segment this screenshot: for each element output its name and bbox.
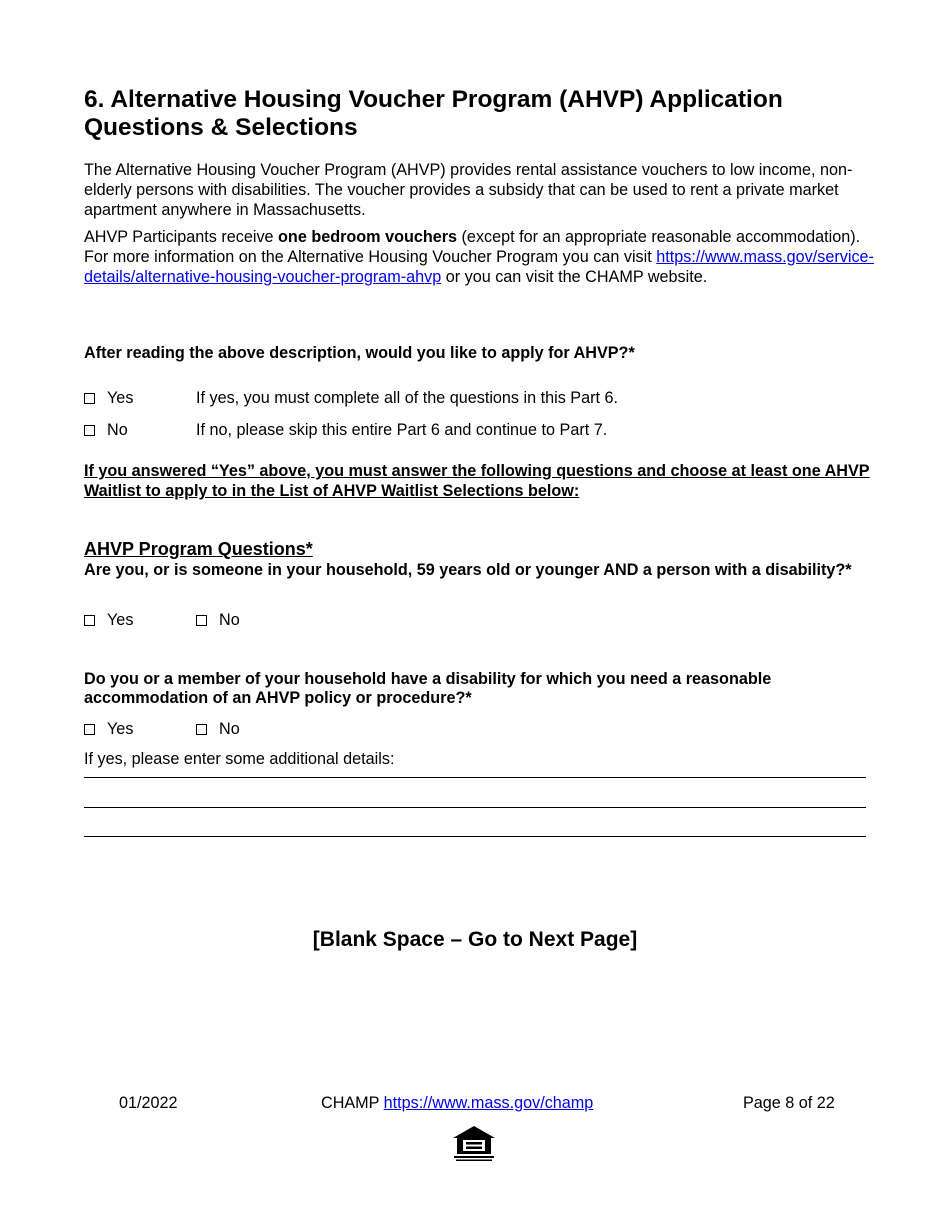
participants-prefix: AHVP Participants receive (84, 228, 279, 246)
apply-no-note: If no, please skip this entire Part 6 and continue to Part 7. (196, 421, 608, 439)
checkbox-icon[interactable] (84, 615, 95, 626)
q1-no-label: No (219, 611, 240, 629)
details-line-1[interactable] (84, 777, 866, 778)
apply-yes-option[interactable] (84, 388, 133, 408)
apply-yes-label: Yes (107, 389, 134, 407)
participants-bold: one bedroom vouchers (278, 228, 458, 246)
details-line-3[interactable] (84, 836, 866, 837)
ahvp-info-link[interactable]: https://www.mass.gov/service-details/alternative-housing-voucher-program-ahvp (84, 248, 874, 286)
participants-suffix: or you can visit the CHAMP website. (441, 268, 708, 286)
yes-instruction: If you answered “Yes” above, you must answer the following questions and choose at least one AHVP Waitlist to apply to in the List of AHVP Waitlist Selections below: (84, 462, 870, 500)
apply-no-label: No (107, 421, 128, 439)
participants-middle: (except for an appropriate reasonable accommodation). For more information on the Alternative Housing Voucher Program you can visit (84, 228, 861, 266)
footer-champ-label: CHAMP (321, 1094, 384, 1112)
footer-date: 01/2022 (119, 1094, 178, 1112)
section-title: AHVP Program Questions* (84, 539, 313, 559)
checkbox-icon[interactable] (196, 615, 207, 626)
page-title: 6. Alternative Housing Voucher Program (AHVP) Application Questions & Selections (84, 86, 783, 141)
q2-no-label: No (219, 720, 240, 738)
q2-yes-label: Yes (107, 720, 134, 738)
checkbox-icon[interactable] (84, 724, 95, 735)
q2-no-option[interactable] (196, 719, 240, 739)
participants-paragraph (84, 227, 874, 287)
checkbox-icon[interactable] (84, 425, 95, 436)
equal-housing-opportunity-icon (450, 1124, 498, 1164)
q1-yes-option[interactable] (84, 610, 133, 630)
apply-no-option[interactable] (84, 420, 128, 440)
intro-paragraph: The Alternative Housing Voucher Program (AHVP) provides rental assistance vouchers to low income, non-elderly persons with disabilities. The voucher provides a subsidy that can be used to rent a private market apartment anywhere in Massachusetts. (84, 161, 853, 219)
q1-no-option[interactable] (196, 610, 240, 630)
footer-champ (321, 1093, 593, 1113)
q2-yes-option[interactable] (84, 719, 133, 739)
checkbox-icon[interactable] (196, 724, 207, 735)
q1-yes-label: Yes (107, 611, 134, 629)
champ-link[interactable]: https://www.mass.gov/champ (383, 1094, 594, 1112)
apply-yes-note: If yes, you must complete all of the questions in this Part 6. (196, 389, 618, 407)
apply-question: After reading the above description, would you like to apply for AHVP?* (84, 344, 635, 362)
details-label: If yes, please enter some additional details: (84, 750, 395, 768)
checkbox-icon[interactable] (84, 393, 95, 404)
details-line-2[interactable] (84, 807, 866, 808)
footer-page-number: Page 8 of 22 (743, 1094, 835, 1112)
blank-space-notice: [Blank Space – Go to Next Page] (312, 928, 638, 951)
q1-text: Are you, or is someone in your household, 59 years old or younger AND a person with a disability?* (84, 561, 852, 579)
q2-text: Do you or a member of your household have a disability for which you need a reasonable accommodation of an AHVP policy or procedure?* (84, 670, 772, 707)
